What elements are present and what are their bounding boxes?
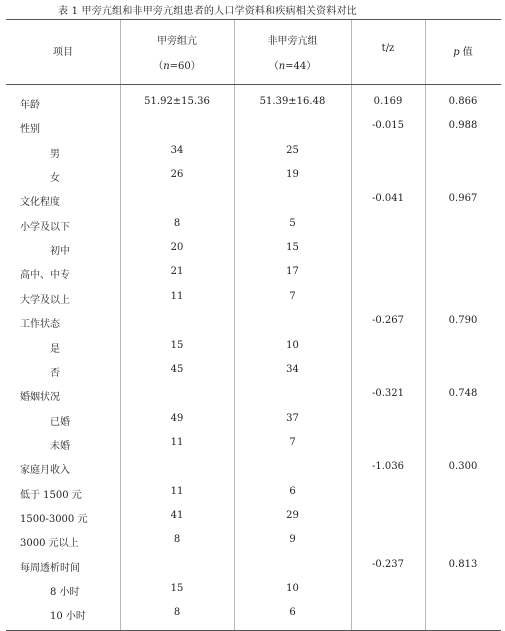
row-label: 女 [50, 173, 60, 185]
row-group2-value: 37 [286, 412, 299, 424]
table-header [6, 20, 501, 85]
row-label: 男 [50, 148, 60, 160]
table-row [6, 431, 501, 455]
row-p-value: 0.813 [448, 558, 478, 570]
row-t-value: -0.015 [371, 120, 404, 132]
row-group2-value: 6 [289, 485, 296, 497]
row-label: 家庭月收入 [20, 465, 70, 477]
table-row [6, 236, 501, 260]
table-row [6, 504, 501, 528]
row-p-value: 0.300 [448, 461, 478, 473]
table-row [6, 139, 501, 163]
header-group1-n [120, 57, 234, 72]
header-group1-n-rest: =60） [169, 61, 201, 72]
row-t-value: -0.321 [371, 388, 404, 400]
row-label: 年龄 [20, 100, 40, 111]
table-row [6, 285, 501, 309]
table-row [6, 553, 501, 577]
header-stat: t/z [381, 43, 395, 54]
table-row [6, 577, 501, 601]
header-group1-title: 甲旁组亢 [157, 36, 197, 47]
row-group1-value: 41 [170, 509, 184, 521]
row-t-value: -1.036 [371, 461, 404, 473]
row-group2-value: 15 [286, 242, 299, 254]
row-label: 是 [50, 343, 60, 355]
table-caption: 表 1 甲旁亢组和非甲旁亢组患者的人口学资料和疾病相关资料对比 [58, 6, 357, 17]
header-group1-n-var: n [163, 61, 170, 72]
table-row [6, 358, 501, 382]
row-group2-value: 19 [286, 169, 299, 181]
row-group1-value: 20 [170, 242, 184, 254]
row-label: 婚姻状况 [20, 392, 60, 404]
row-label: 1500-3000 元 [20, 513, 88, 525]
table-row [6, 455, 501, 479]
header-p-value [425, 43, 501, 58]
row-label: 小学及以下 [20, 221, 70, 233]
row-label: 文化程度 [20, 197, 60, 209]
row-group2-value: 5 [289, 217, 296, 229]
row-group2-value: 10 [286, 583, 299, 594]
header-group2-n-prefix: （ [268, 61, 279, 72]
header-group2-n-var: n [278, 61, 286, 72]
header-p-suffix: 值 [459, 47, 473, 58]
row-group2-value: 25 [286, 144, 299, 156]
table-row [6, 309, 501, 333]
table-row [6, 90, 501, 114]
row-p-value: 0.988 [448, 120, 478, 132]
row-p-value: 0.967 [448, 193, 478, 205]
row-group1-value: 49 [170, 412, 184, 424]
row-group2-value: 9 [289, 534, 296, 546]
row-group1-value: 11 [170, 290, 184, 302]
row-label: 初中 [50, 246, 70, 258]
row-group2-value: 29 [286, 509, 299, 521]
row-group1-value: 51.92±15.36 [144, 96, 210, 107]
row-label: 否 [50, 367, 60, 379]
header-group2-title: 非甲旁亢组 [267, 36, 318, 47]
header-item: 项目 [53, 47, 73, 58]
row-group2-value: 7 [289, 290, 296, 302]
row-p-value: 0.748 [448, 388, 478, 400]
row-t-value: 0.169 [373, 96, 403, 107]
row-group1-value: 8 [173, 607, 181, 619]
row-p-value: 0.790 [448, 315, 478, 327]
row-group1-value: 34 [170, 144, 184, 156]
table-row [6, 528, 501, 552]
table-row [6, 260, 501, 284]
row-group2-value: 7 [289, 436, 296, 448]
row-label: 10 小时 [50, 611, 86, 623]
row-t-value: -0.237 [371, 558, 404, 570]
header-p-var: p [453, 47, 460, 58]
row-group2-value: 34 [286, 363, 299, 375]
table-row [6, 163, 501, 187]
row-group1-value: 11 [170, 485, 184, 497]
row-group1-value: 8 [173, 217, 181, 229]
table-row [6, 601, 501, 625]
data-table [6, 19, 501, 631]
row-group2-value: 51.39±16.48 [259, 96, 326, 107]
table-row [6, 212, 501, 236]
row-label: 8 小时 [50, 587, 80, 598]
row-label: 未婚 [50, 440, 70, 452]
row-group1-value: 45 [170, 363, 184, 375]
row-group2-value: 6 [289, 607, 296, 619]
table-row [6, 407, 501, 431]
header-group1-n-prefix: （ [153, 61, 164, 72]
row-label: 已婚 [50, 416, 70, 428]
row-label: 3000 元以上 [20, 538, 79, 550]
header-group2-n [234, 57, 351, 72]
row-p-value: 0.866 [448, 96, 478, 107]
header-group2-n-rest: =44） [285, 61, 317, 72]
row-label: 性别 [20, 124, 40, 136]
row-group1-value: 15 [170, 339, 184, 351]
row-group2-value: 17 [286, 266, 299, 278]
row-group1-value: 21 [170, 266, 184, 278]
table-row [6, 114, 501, 138]
row-group1-value: 26 [170, 169, 184, 181]
row-t-value: -0.041 [371, 193, 404, 205]
row-group2-value: 10 [286, 339, 299, 351]
row-group1-value: 11 [170, 436, 184, 448]
row-label: 每周透析时间 [20, 562, 80, 574]
table-row [6, 187, 501, 211]
row-label: 大学及以上 [20, 294, 70, 306]
row-label: 高中、中专 [20, 270, 70, 282]
row-t-value: -0.267 [371, 315, 404, 327]
table-row [6, 382, 501, 406]
row-group1-value: 8 [173, 534, 181, 546]
row-label: 低于 1500 元 [20, 489, 82, 501]
table-row [6, 480, 501, 504]
row-label: 工作状态 [20, 319, 60, 331]
table-row [6, 334, 501, 358]
row-group1-value: 15 [170, 583, 184, 594]
